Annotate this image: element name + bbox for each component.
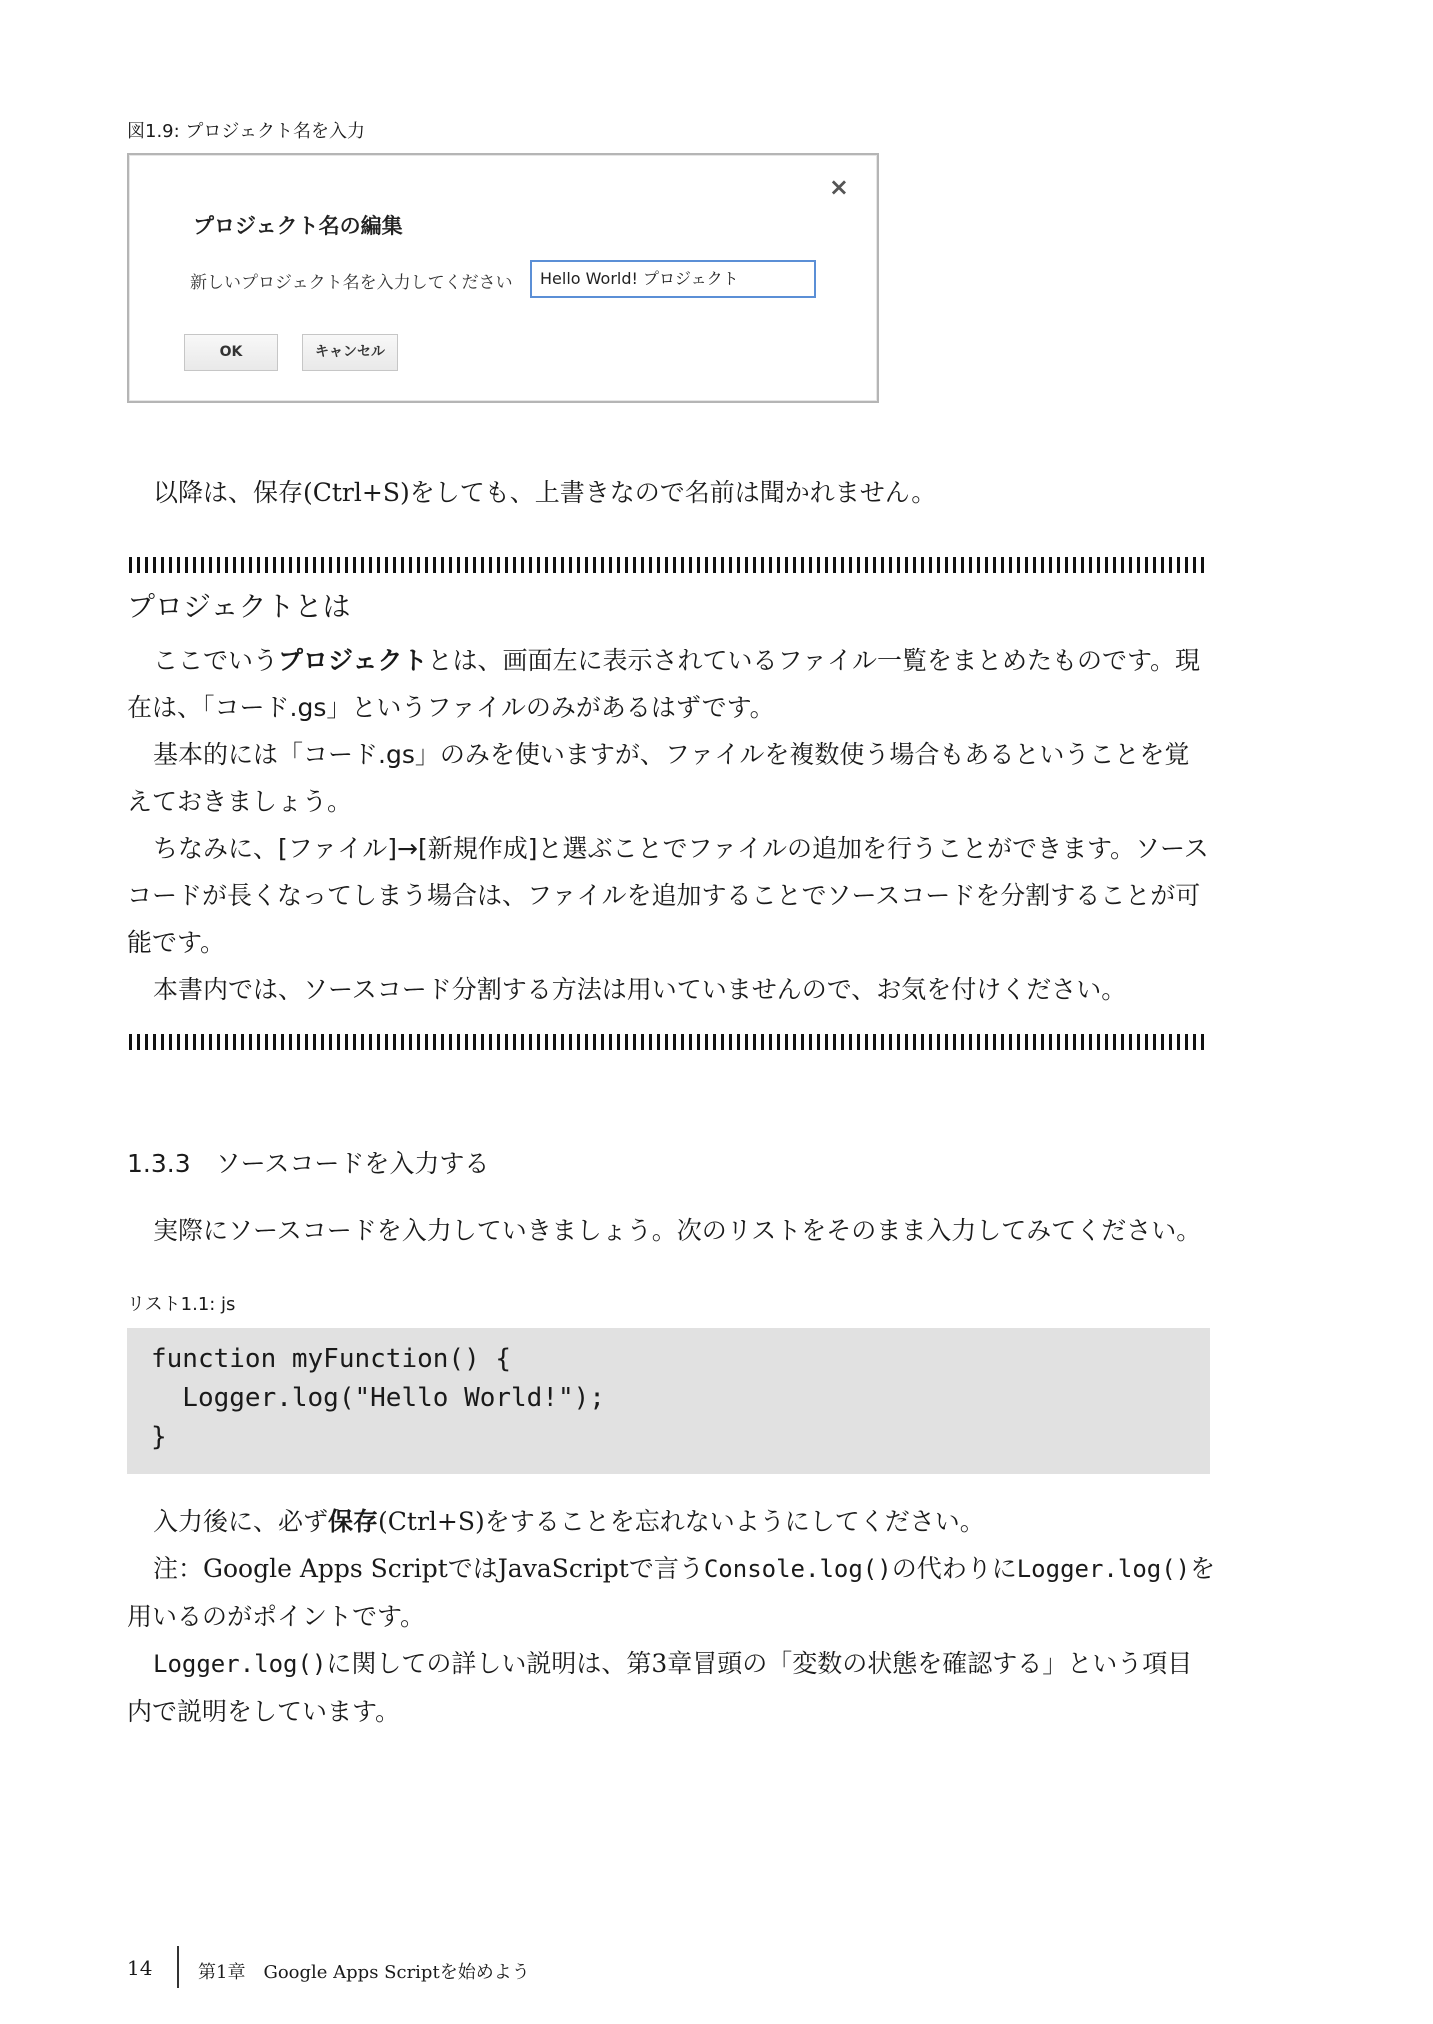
inline-code: Console.log() xyxy=(703,1555,892,1583)
footer-divider xyxy=(177,1946,179,1988)
body-text: 注：Google Apps ScriptではJavaScriptで言う xyxy=(153,1554,704,1583)
cancel-button[interactable]: キャンセル xyxy=(302,334,398,371)
column-top-rule xyxy=(129,557,1209,573)
section-number: 1.3.3 xyxy=(127,1149,191,1178)
project-name-input[interactable]: Hello World! プロジェクト xyxy=(530,260,816,298)
body-text: 入力後に、必ず xyxy=(153,1507,329,1536)
after-code-body xyxy=(127,1498,1217,1735)
code-block xyxy=(127,1328,1210,1474)
column-paragraph: ちなみに、[ファイル]→[新規作成]と選ぶことでファイルの追加を行うことができます。ソースコードが長くなってしまう場合は、ファイルを追加することでソースコードを分割することが可能です。 xyxy=(127,834,1209,957)
inline-code: Logger.log() xyxy=(153,1650,327,1678)
figure-caption: 図1.9: プロジェクト名を入力 xyxy=(127,121,366,142)
body-text: の代わりに xyxy=(891,1554,1017,1583)
column-bold-term: プロジェクト xyxy=(278,646,428,675)
after-paragraph xyxy=(127,1640,1217,1735)
code-line: } xyxy=(151,1422,167,1452)
listing-caption: リスト1.1: js xyxy=(127,1294,236,1315)
dialog-title: プロジェクト名の編集 xyxy=(193,214,403,238)
inline-code: Logger.log() xyxy=(1016,1555,1191,1583)
intro-paragraph: 以降は、保存(Ctrl+S)をしても、上書きなので名前は聞かれません。 xyxy=(153,478,937,507)
section-title: ソースコードを入力する xyxy=(215,1149,490,1178)
bold-term: 保存 xyxy=(328,1507,379,1536)
column-bottom-rule xyxy=(129,1034,1209,1050)
body-text: (Ctrl+S)をすることを忘れないようにしてください。 xyxy=(378,1507,985,1536)
column-paragraph: 基本的には「コード.gs」のみを使いますが、ファイルを複数使う場合もあるということを覚えておきましょう。 xyxy=(127,740,1190,816)
code-line: function myFunction() { xyxy=(151,1344,512,1374)
column-paragraph xyxy=(127,637,1212,731)
column-text: とは、画面左に表示されているファイル一覧をまとめたものです。現在は、「コード.gs」というファイルのみがあるはずです。 xyxy=(127,646,1201,722)
page-number: 14 xyxy=(127,1956,153,1980)
after-paragraph xyxy=(127,1545,1217,1640)
project-name-dialog xyxy=(127,153,879,403)
section-heading xyxy=(127,1144,489,1180)
project-name-label: 新しいプロジェクト名を入力してください xyxy=(190,273,513,293)
body-text: を用いるのがポイントです。 xyxy=(127,1554,1216,1631)
code-line: Logger.log("Hello World!"); xyxy=(151,1383,605,1413)
body-text: に関しての詳しい説明は、第3章冒頭の「変数の状態を確認する」という項目内で説明をしています。 xyxy=(127,1649,1193,1726)
ok-button[interactable]: OK xyxy=(184,334,278,371)
column-text: ここでいう xyxy=(153,646,279,675)
column-paragraph: 本書内では、ソースコード分割する方法は用いていませんので、お気を付けください。 xyxy=(153,975,1127,1004)
after-paragraph xyxy=(127,1498,1217,1545)
column-body xyxy=(127,637,1212,1013)
column-title: プロジェクトとは xyxy=(127,590,351,623)
chapter-title: 第1章 Google Apps Scriptを始めよう xyxy=(198,1962,530,1983)
close-icon[interactable]: × xyxy=(828,173,849,201)
section-lead: 実際にソースコードを入力していきましょう。次のリストをそのまま入力してみてください。 xyxy=(153,1216,1202,1245)
